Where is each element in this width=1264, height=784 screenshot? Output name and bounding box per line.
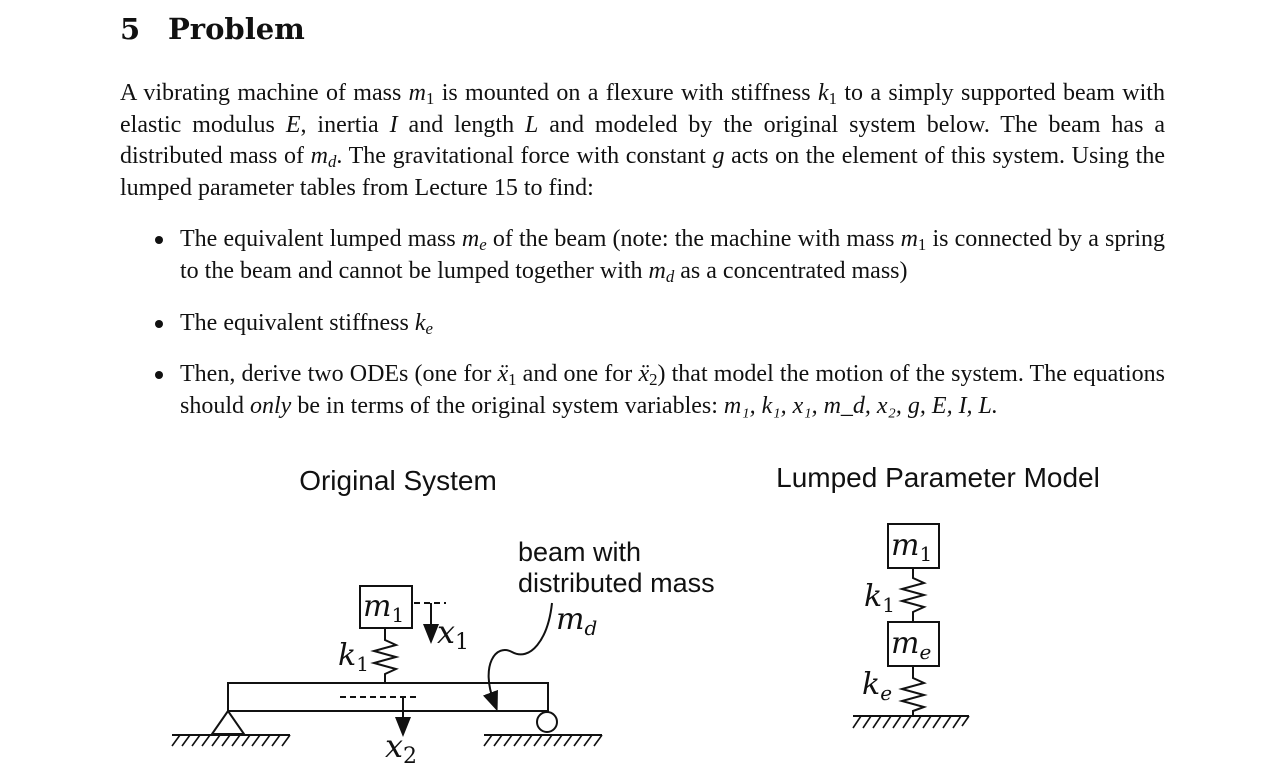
bullet-item-odes: Then, derive two ODEs (one for ẍ$_1$ and one for ẍ$_2$) that model the motion of the system. The equations should only be in terms of the original system variables: m₁, k₁, x₁, m_d, x₂, g, E, I, L. bbox=[180, 361, 1165, 419]
lumped-spring-k1 bbox=[902, 568, 924, 622]
x2-label: x2 bbox=[385, 727, 418, 769]
distributed-mass-pointer bbox=[489, 603, 552, 702]
pin-support bbox=[212, 711, 244, 734]
spring-k1 bbox=[374, 628, 396, 683]
beam-label-line1: beam with bbox=[518, 537, 642, 567]
beam-label-line2: distributed mass bbox=[518, 568, 715, 598]
bullet-item-lumped-mass: The equivalent lumped mass $m_e$ of the beam (note: the machine with mass $m_1$ is connected by a spring to the beam and cannot be lumped together with $m_d$ as a concentrated mass) bbox=[180, 226, 1166, 286]
ground-left-hatch bbox=[172, 735, 290, 746]
bullet-item-stiffness: The equivalent stiffness $k_e$ bbox=[180, 310, 433, 338]
section-number: 5 bbox=[120, 12, 141, 46]
beam bbox=[228, 683, 548, 711]
lumped-spring-ke-label: $k_e$ bbox=[862, 667, 893, 705]
lumped-mass-m1-label: $m_1$ bbox=[891, 528, 933, 566]
mass-m1-label: $m_1$ bbox=[363, 589, 405, 627]
lumped-spring-ke bbox=[902, 666, 924, 716]
distributed-mass-label: $m_d$ bbox=[556, 602, 598, 640]
original-system-title: Original System bbox=[299, 465, 497, 496]
lumped-ground-hatch bbox=[853, 716, 969, 728]
lumped-mass-me-label: $m_e$ bbox=[891, 626, 932, 664]
lumped-model-title: Lumped Parameter Model bbox=[776, 462, 1100, 493]
lumped-spring-k1-label: $k_1$ bbox=[864, 579, 895, 617]
x1-label: x1 bbox=[437, 613, 470, 655]
spring-k1-label: $k_1$ bbox=[338, 638, 369, 676]
roller-support bbox=[537, 712, 557, 732]
section-title: Problem bbox=[168, 12, 305, 46]
ground-right-hatch bbox=[484, 735, 602, 746]
intro-paragraph: A vibrating machine of mass $m_1$ is mounted on a flexure with stiffness $k_1$ to a simply supported beam with elastic modulus E, inertia I and length L and modeled by the original system below. The beam has a distributed mass of $m_d$. The gravitational force with constant g acts on the element of this system. Using the lumped parameter tables from Lecture 15 to find: bbox=[120, 80, 1165, 201]
